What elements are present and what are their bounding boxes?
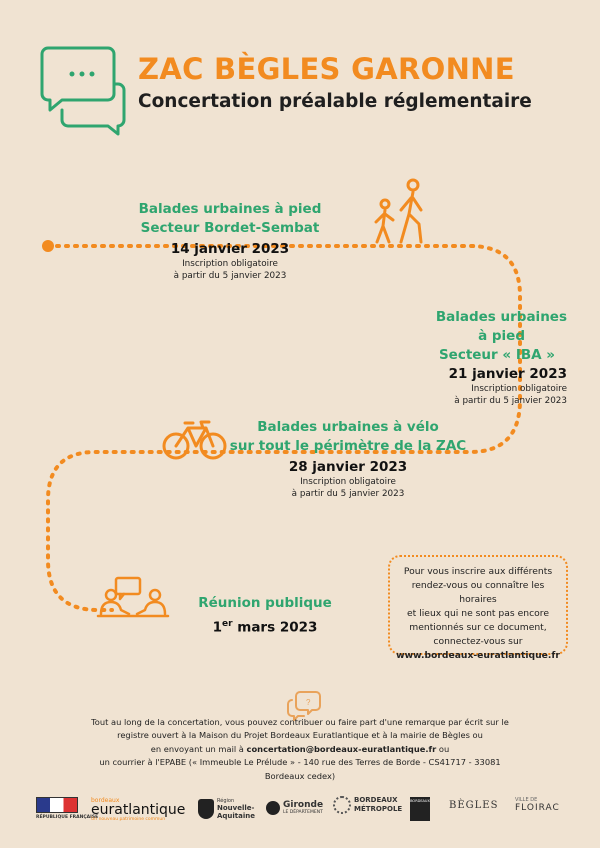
event-title-line2: à pied (478, 328, 525, 344)
event-title-line3: Secteur « IBA » (438, 347, 555, 363)
logo-nouvelle-aquitaine (198, 798, 261, 820)
timeline-start-dot (42, 240, 54, 252)
gironde-mark-icon (266, 801, 280, 815)
footer-text-part: ou (436, 743, 450, 754)
shield-icon (198, 799, 214, 819)
logo-floirac (515, 797, 560, 813)
event-date: 14 janvier 2023 (170, 241, 290, 257)
logo-text: bordeaux (91, 797, 120, 804)
date-sup: er (222, 619, 233, 629)
meeting-icon (98, 578, 168, 616)
event-note-line2: à partir du 5 janvier 2023 (173, 271, 287, 281)
website-link[interactable]: www.bordeaux-euratlantique.fr (396, 650, 560, 661)
footer-text-part: en envoyant un mail à (150, 743, 247, 754)
event-title-line1: Balades urbaines à vélo (257, 419, 439, 435)
page-title: ZAC BÈGLES GARONNE (138, 52, 515, 86)
logo-text: RÉPUBLIQUE FRANÇAISE (36, 815, 99, 820)
registration-info-box (388, 555, 568, 661)
logo-euratlantique (91, 797, 185, 822)
event-title-line1: Balades urbaines à pied (138, 201, 322, 217)
event-title-line1: Réunion publique (198, 595, 332, 611)
event-title-line2: Secteur Bordet-Sembat (140, 220, 320, 236)
pedestrians-icon (376, 180, 421, 242)
logo-text: MÉTROPOLE (354, 805, 403, 813)
info-line: Pour vous inscrire aux différents (403, 566, 553, 577)
logo-text: FLOIRAC (515, 803, 560, 813)
event-date: 21 janvier 2023 (448, 366, 567, 382)
info-line: et lieux qui ne sont pas encore (407, 608, 549, 619)
footer-line: registre ouvert à la Maison du Projet Bordeaux Euratlantique et à la mairie de Bègles ou (117, 730, 483, 741)
logo-text: BORDEAUX (410, 799, 430, 803)
date-day: 1 (212, 619, 222, 636)
event-note-line2: à partir du 5 janvier 2023 (291, 489, 405, 499)
event-date (185, 615, 345, 637)
event-note-line1: Inscription obligatoire (300, 477, 396, 487)
event-note-line2: à partir du 5 janvier 2023 (454, 396, 567, 406)
event-note-line1: Inscription obligatoire (182, 259, 278, 269)
logo-text: euratlantique (91, 802, 186, 818)
logo-republique-francaise (36, 797, 99, 820)
event-date: 28 janvier 2023 (288, 459, 408, 475)
logo-text: Gironde (283, 800, 324, 810)
event-public-meeting (185, 594, 345, 637)
event-title-line1: Balades urbaines (435, 309, 567, 325)
logo-bordeaux-metropole (333, 796, 402, 814)
footer-line: Bordeaux cedex) (264, 770, 336, 781)
email-link[interactable]: concertation@bordeaux-euratlantique.fr (246, 743, 437, 754)
info-line: connectez-vous sur (433, 636, 523, 647)
footer-line: un courrier à l'EPABE (« Immeuble Le Prélude » - 140 rue des Terres de Borde - CS41717 - 33081 (99, 757, 501, 768)
info-line: rendez-vous ou connaître les horaires (411, 580, 545, 605)
logo-text: Région (217, 798, 235, 804)
footer-line: Tout au long de la concertation, vous pouvez contribuer ou faire part d'une remarque par écrit sur le (91, 717, 509, 727)
event-note-line1: Inscription obligatoire (471, 384, 567, 394)
footer-line (80, 743, 520, 756)
logo-text: LE DÉPARTEMENT (283, 810, 323, 815)
date-rest: mars 2023 (232, 619, 318, 636)
logo-bordeaux (410, 797, 430, 821)
event-walk-bordet (130, 200, 330, 282)
event-bike (228, 418, 468, 500)
event-title-line2: sur tout le périmètre de la ZAC (229, 438, 467, 454)
logo-gironde (266, 800, 323, 815)
logo-text: Nouvelle-Aquitaine (217, 804, 256, 820)
svg-text:?: ? (306, 698, 311, 707)
logo-text: VILLE DE (515, 797, 538, 803)
info-line: mentionnés sur ce document, (409, 622, 547, 633)
logo-begles: BÈGLES (449, 800, 499, 811)
chat-bubbles-icon (42, 48, 124, 134)
metropole-mark-icon (333, 796, 351, 814)
event-walk-iba (400, 308, 567, 407)
flag-icon (36, 797, 78, 813)
logo-text: BORDEAUX (354, 796, 398, 804)
page-subtitle: Concertation préalable réglementaire (138, 91, 532, 112)
logo-text: Un nouveau patrimoine commun (91, 817, 166, 822)
footer-text (80, 716, 520, 783)
